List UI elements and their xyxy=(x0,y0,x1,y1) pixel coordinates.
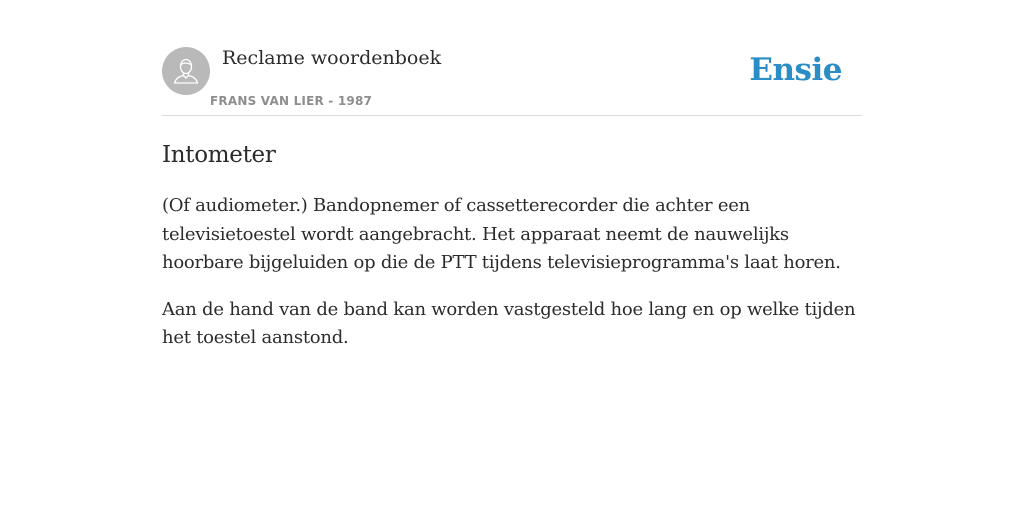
entry-paragraph: Aan de hand van de band kan worden vastgesteld hoe lang en op welke tijden het toestel aanstond. xyxy=(162,298,856,348)
entry-paragraph: (Of audiometer.) Bandopnemer of cassetterecorder die achter een televisietoestel wordt aangebracht. Het apparaat neemt de nauwelijks hoorbare bijgeluiden op die de PTT tijdens televisieprogramma's laat horen. xyxy=(162,195,841,273)
author-year: FRANS VAN LIER - 1987 xyxy=(210,94,373,108)
book-title[interactable]: Reclame woordenboek xyxy=(222,47,442,69)
user-avatar-icon xyxy=(162,47,210,95)
entry-header xyxy=(162,0,862,116)
brand-logo[interactable]: Ensie xyxy=(749,52,842,88)
entry-card xyxy=(162,0,862,353)
entry-title: Intometer xyxy=(162,142,276,168)
